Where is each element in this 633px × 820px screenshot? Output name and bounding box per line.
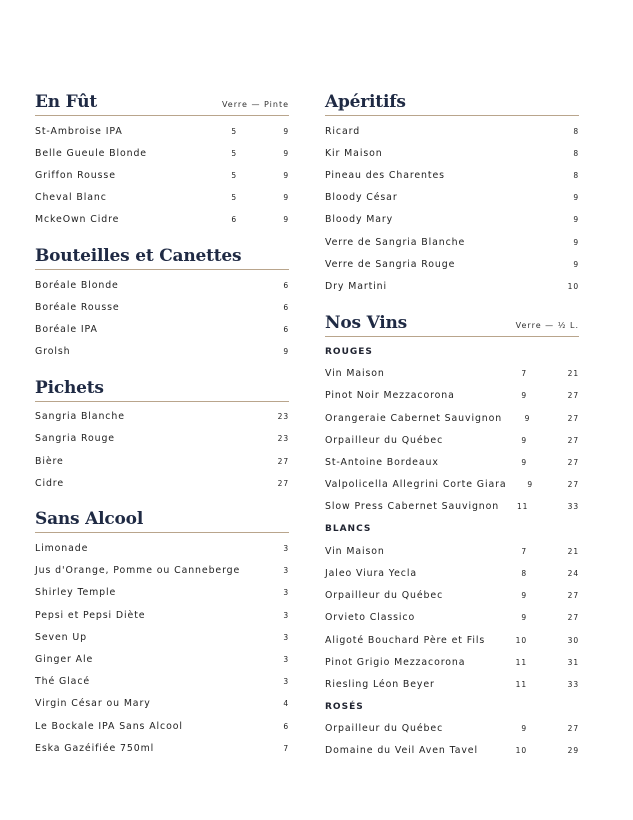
item-price: 3 xyxy=(283,677,289,687)
item-price-verre: 8 xyxy=(521,568,527,578)
item-price-verre: 11 xyxy=(517,502,529,512)
item-price-verre: 7 xyxy=(521,546,527,556)
item-name: Domaine du Veil Aven Tavel xyxy=(325,745,478,757)
item-price: 9 xyxy=(283,347,289,357)
item-price: 3 xyxy=(283,566,289,576)
item-price: 9 xyxy=(573,259,579,269)
item-price-verre: 5 xyxy=(231,170,237,180)
item-name: Pinot Noir Mezzacorona xyxy=(325,390,455,402)
item-price-verre: 10 xyxy=(515,746,527,756)
item-price-demi: 27 xyxy=(567,391,579,401)
item-name: Cheval Blanc xyxy=(35,192,107,204)
item-price-verre: 5 xyxy=(231,193,237,203)
menu-item xyxy=(35,450,289,472)
item-price-demi: 27 xyxy=(567,435,579,445)
left-column xyxy=(35,92,289,759)
item-price-verre: 9 xyxy=(521,591,527,601)
menu-item xyxy=(35,274,289,296)
item-name: Verre de Sangria Blanche xyxy=(325,236,466,248)
item-price: 3 xyxy=(283,588,289,598)
item-price-verre: 5 xyxy=(231,126,237,136)
menu-item xyxy=(35,187,289,209)
menu-item xyxy=(325,164,579,186)
item-price: 8 xyxy=(573,126,579,136)
item-name: Bloody Mary xyxy=(325,214,394,226)
section-header xyxy=(325,313,579,337)
item-name: Jus d'Orange, Pomme ou Canneberge xyxy=(35,565,241,577)
menu-item xyxy=(35,693,289,715)
item-price: 6 xyxy=(283,721,289,731)
section-sans-alcool xyxy=(35,509,289,759)
item-price-demi: 21 xyxy=(567,546,579,556)
section-title: Pichets xyxy=(35,377,104,398)
menu-item xyxy=(35,582,289,604)
wine-group-label: ROUGES xyxy=(325,346,373,357)
item-price-pinte: 9 xyxy=(283,148,289,158)
item-name: Shirley Temple xyxy=(35,587,117,599)
item-name: Slow Press Cabernet Sauvignon xyxy=(325,501,500,513)
menu-item xyxy=(325,142,579,164)
section-title: Sans Alcool xyxy=(35,509,144,530)
menu-item xyxy=(325,673,579,695)
menu-item xyxy=(325,429,579,451)
item-price-verre: 7 xyxy=(521,369,527,379)
item-price-verre: 9 xyxy=(527,480,534,490)
item-price-verre: 9 xyxy=(521,613,527,623)
menu-item xyxy=(325,651,579,673)
menu-item xyxy=(325,363,579,385)
item-name: Jaleo Viura Yecla xyxy=(325,567,417,579)
menu-item xyxy=(325,629,579,651)
menu-item xyxy=(325,718,579,740)
item-price: 6 xyxy=(283,302,289,312)
item-name: Griffon Rousse xyxy=(35,169,116,181)
item-price: 23 xyxy=(277,412,289,422)
item-name: Le Bockale IPA Sans Alcool xyxy=(35,720,183,732)
item-price: 6 xyxy=(283,280,289,290)
item-price-demi: 27 xyxy=(567,413,579,423)
item-name: Pinot Grigio Mezzacorona xyxy=(325,656,466,668)
item-price-verre: 10 xyxy=(515,635,527,645)
item-price-demi: 27 xyxy=(567,591,579,601)
menu-item xyxy=(35,120,289,142)
item-price-demi: 33 xyxy=(567,502,579,512)
item-price: 10 xyxy=(567,281,579,291)
section-header xyxy=(35,92,289,116)
item-name: St-Ambroise IPA xyxy=(35,125,123,137)
right-column xyxy=(325,92,579,762)
item-price-verre: 9 xyxy=(524,413,531,423)
item-name: Kir Maison xyxy=(325,147,383,159)
item-name: Bière xyxy=(35,455,64,467)
item-name: St-Antoine Bordeaux xyxy=(325,457,439,469)
item-price: 8 xyxy=(573,148,579,158)
menu-item xyxy=(35,737,289,759)
section-header xyxy=(35,378,289,402)
menu-item xyxy=(35,142,289,164)
item-price-verre: 9 xyxy=(521,724,527,734)
item-name: Verre de Sangria Rouge xyxy=(325,258,456,270)
menu-item xyxy=(35,209,289,231)
item-name: Orpailleur du Québec xyxy=(325,434,444,446)
item-name: Orvieto Classico xyxy=(325,612,416,624)
menu-item xyxy=(35,537,289,559)
menu-item xyxy=(325,187,579,209)
item-price: 9 xyxy=(573,215,579,225)
menu-item xyxy=(325,540,579,562)
item-price-demi: 27 xyxy=(567,724,579,734)
item-name: Boréale Blonde xyxy=(35,279,119,291)
menu-item xyxy=(35,626,289,648)
menu-item xyxy=(325,585,579,607)
item-name: Dry Martini xyxy=(325,280,388,292)
item-name: Cidre xyxy=(35,477,65,489)
menu-item xyxy=(35,296,289,318)
item-price-demi: 27 xyxy=(567,458,579,468)
item-price-pinte: 9 xyxy=(283,126,289,136)
item-name: Aligoté Bouchard Père et Fils xyxy=(325,634,486,646)
menu-item xyxy=(35,648,289,670)
item-price: 3 xyxy=(283,544,289,554)
item-name: Eska Gazéifiée 750ml xyxy=(35,742,155,754)
item-price: 9 xyxy=(573,193,579,203)
item-price: 3 xyxy=(283,632,289,642)
section-title: Nos Vins xyxy=(325,312,408,333)
item-price-verre: 9 xyxy=(521,458,527,468)
item-name: Grolsh xyxy=(35,346,71,358)
item-name: Ricard xyxy=(325,125,361,137)
item-price: 3 xyxy=(283,654,289,664)
section-header xyxy=(325,92,579,116)
menu-item xyxy=(35,671,289,693)
item-name: Orangeraie Cabernet Sauvignon xyxy=(325,412,503,424)
item-name: Pineau des Charentes xyxy=(325,169,445,181)
item-price-verre: 6 xyxy=(231,215,237,225)
menu-item xyxy=(325,253,579,275)
section-title: Apéritifs xyxy=(325,92,406,112)
item-price-demi: 29 xyxy=(567,746,579,756)
item-name: Vin Maison xyxy=(325,368,385,380)
item-price: 27 xyxy=(277,456,289,466)
item-name: Valpolicella Allegrini Corte Giara xyxy=(325,479,507,491)
section-header xyxy=(35,246,289,270)
menu-item xyxy=(325,407,579,429)
item-price: 27 xyxy=(277,478,289,488)
item-price: 7 xyxy=(283,743,289,753)
section-subtitle: Verre — Pinte xyxy=(221,100,289,109)
item-name: Belle Gueule Blonde xyxy=(35,147,147,159)
item-price-verre: 9 xyxy=(521,391,527,401)
item-name: Riesling Léon Beyer xyxy=(325,678,435,690)
menu-item xyxy=(35,341,289,363)
menu-item xyxy=(35,560,289,582)
item-price-demi: 33 xyxy=(567,679,579,689)
menu-item xyxy=(35,318,289,340)
menu-item xyxy=(325,231,579,253)
menu-item xyxy=(35,604,289,626)
item-name: Thé Glacé xyxy=(35,676,91,688)
menu-item xyxy=(325,451,579,473)
item-name: Ginger Ale xyxy=(35,653,94,665)
menu-item xyxy=(325,607,579,629)
menu-item xyxy=(35,406,289,428)
menu-item xyxy=(325,740,579,762)
item-price-pinte: 9 xyxy=(283,193,289,203)
item-price-pinte: 9 xyxy=(283,170,289,180)
item-price-verre: 11 xyxy=(515,679,527,689)
section-bouteilles xyxy=(35,246,289,363)
item-price-demi: 31 xyxy=(567,657,579,667)
section-header xyxy=(35,509,289,533)
item-price-demi: 30 xyxy=(567,635,579,645)
item-name: MckeOwn Cidre xyxy=(35,214,120,226)
item-price: 8 xyxy=(573,170,579,180)
item-price-demi: 21 xyxy=(567,369,579,379)
item-name: Orpailleur du Québec xyxy=(325,590,444,602)
menu-item xyxy=(325,385,579,407)
item-name: Pepsi et Pepsi Diète xyxy=(35,609,146,621)
section-title: En Fût xyxy=(35,92,98,112)
menu-item xyxy=(35,715,289,737)
item-name: Seven Up xyxy=(35,631,87,643)
wine-group-label: ROSÉS xyxy=(325,701,364,712)
item-name: Limonade xyxy=(35,543,89,555)
wine-group-label: BLANCS xyxy=(325,524,372,535)
item-price: 23 xyxy=(277,434,289,444)
item-price: 4 xyxy=(283,699,289,709)
menu-item xyxy=(325,275,579,297)
section-nos-vins xyxy=(325,313,579,763)
item-name: Vin Maison xyxy=(325,545,385,557)
menu-item xyxy=(325,209,579,231)
item-name: Orpailleur du Québec xyxy=(325,723,444,735)
item-price-demi: 27 xyxy=(567,613,579,623)
section-aperitifs xyxy=(325,92,579,298)
item-price-demi: 27 xyxy=(567,480,579,490)
item-price: 6 xyxy=(283,324,289,334)
menu-item xyxy=(325,562,579,584)
item-price-verre: 11 xyxy=(515,657,527,667)
item-price: 3 xyxy=(283,610,289,620)
menu-item xyxy=(325,496,579,518)
item-price-verre: 9 xyxy=(521,435,527,445)
item-price-pinte: 9 xyxy=(283,215,289,225)
section-title: Bouteilles et Canettes xyxy=(35,245,242,266)
item-name: Boréale Rousse xyxy=(35,301,120,313)
item-price: 9 xyxy=(573,237,579,247)
item-name: Boréale IPA xyxy=(35,323,98,335)
menu-item xyxy=(325,474,579,496)
item-name: Sangria Blanche xyxy=(35,411,125,423)
menu-item xyxy=(325,120,579,142)
item-price-verre: 5 xyxy=(231,148,237,158)
item-name: Sangria Rouge xyxy=(35,433,115,445)
section-subtitle: Verre — ½ L. xyxy=(515,320,579,330)
section-en-fut xyxy=(35,92,289,231)
menu-item xyxy=(35,472,289,494)
section-pichets xyxy=(35,378,289,495)
item-name: Virgin César ou Mary xyxy=(35,698,151,710)
menu-item xyxy=(35,428,289,450)
item-price-demi: 24 xyxy=(567,568,579,578)
menu-item xyxy=(35,164,289,186)
item-name: Bloody César xyxy=(325,192,398,204)
